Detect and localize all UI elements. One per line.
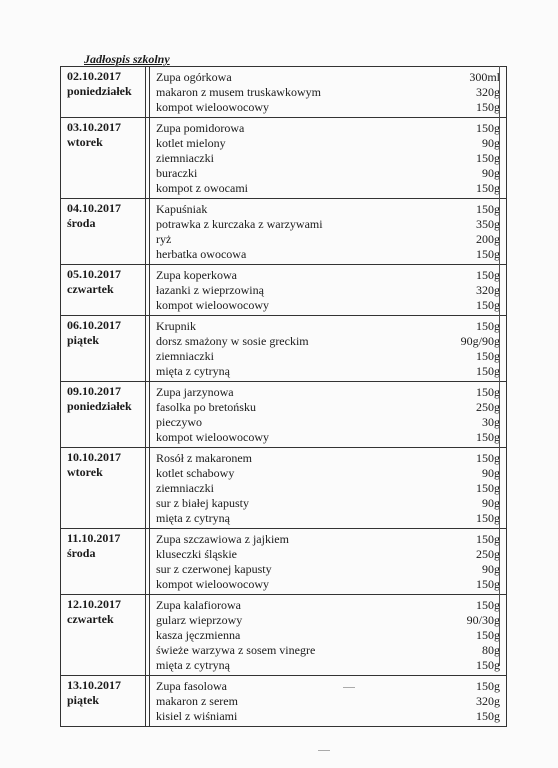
menu-day-row [60,316,507,382]
day-weekday: piątek [67,693,100,707]
dish-name: kasza jęczmienna [156,628,241,642]
dish-item [156,217,500,232]
day-date-cell [67,201,121,231]
dish-name: ziemniaczki [156,481,214,495]
menu-day-row [60,118,507,199]
dish-name: mięta z cytryną [156,511,230,525]
dish-name: świeże warzywa z sosem vinegre [156,643,316,657]
dish-amount: 90/30g [466,613,500,627]
dish-amount: 320g [476,694,500,708]
dish-name: Kapuśniak [156,202,208,216]
dish-item [156,298,500,313]
dish-name: Zupa jarzynowa [156,385,234,399]
dish-name: Zupa fasolowa [156,679,227,693]
day-date: 06.10.2017 [67,318,121,332]
dish-item [156,364,500,379]
day-date: 03.10.2017 [67,120,121,134]
dish-item [156,613,500,628]
day-date: 10.10.2017 [67,450,121,464]
day-weekday: czwartek [67,612,114,626]
dish-name: gularz wieprzowy [156,613,243,627]
day-weekday: wtorek [67,135,103,149]
menu-day-row [60,676,507,727]
day-date-cell [67,120,121,150]
dish-amount: 320g [476,283,500,297]
dish-name: buraczki [156,166,198,180]
dish-amount: 150g [476,319,500,333]
dish-name: pieczywo [156,415,202,429]
dish-name: kompot wieloowocowy [156,577,269,591]
dish-name: łazanki z wieprzowiną [156,283,264,297]
dish-amount: 30g [482,415,500,429]
dish-item [156,100,500,115]
dish-name: herbatka owocowa [156,247,247,261]
dish-amount: 150g [476,577,500,591]
dish-item [156,349,500,364]
dish-item [156,658,500,673]
dish-item [156,466,500,481]
dish-name: fasolka po bretońsku [156,400,256,414]
day-weekday: poniedziałek [67,399,132,413]
dish-item [156,85,500,100]
dish-amount: 90g [482,166,500,180]
dish-amount: 150g [476,202,500,216]
dish-name: ziemniaczki [156,151,214,165]
day-weekday: środa [67,216,96,230]
dish-name: kotlet mielony [156,136,226,150]
dish-amount: 150g [476,598,500,612]
dish-item [156,247,500,262]
dish-amount: 150g [476,121,500,135]
day-weekday: czwartek [67,282,114,296]
dish-name: Zupa koperkowa [156,268,237,282]
dish-item [156,136,500,151]
day-date: 13.10.2017 [67,678,121,692]
dish-amount: 150g [476,349,500,363]
dish-name: kompot wieloowocowy [156,430,269,444]
dish-amount: 300ml [469,70,500,84]
dish-name: Zupa ogórkowa [156,70,232,84]
menu-day-row [60,595,507,676]
dish-item [156,400,500,415]
dish-name: mięta z cytryną [156,658,230,672]
dish-name: kompot z owocami [156,181,248,195]
dish-amount: 150g [476,181,500,195]
day-weekday: poniedziałek [67,84,132,98]
dish-amount: 150g [476,385,500,399]
dish-item [156,496,500,511]
scan-mark [343,687,355,688]
dish-name: Zupa kalafiorowa [156,598,241,612]
dish-item [156,181,500,196]
menu-day-row [60,265,507,316]
dish-item [156,547,500,562]
dish-item [156,577,500,592]
dish-name: Rosół z makaronem [156,451,252,465]
dish-amount: 150g [476,151,500,165]
dish-name: ziemniaczki [156,349,214,363]
menu-day-row [60,448,507,529]
menu-day-row [60,382,507,448]
dish-name: kompot wieloowocowy [156,100,269,114]
dish-name: sur z czerwonej kapusty [156,562,272,576]
day-date-cell [67,318,121,348]
dish-item [156,451,500,466]
day-date: 05.10.2017 [67,267,121,281]
dish-amount: 150g [476,679,500,693]
day-date-cell [67,384,132,414]
dish-amount: 150g [476,709,500,723]
dish-name: ryż [156,232,172,246]
dish-item [156,202,500,217]
day-date: 11.10.2017 [67,531,121,545]
menu-day-row [60,67,507,118]
dish-item [156,232,500,247]
dish-amount: 150g [476,268,500,282]
dish-item [156,562,500,577]
table-right-edge [499,66,500,666]
dish-name: dorsz smażony w sosie greckim [156,334,309,348]
dish-amount: 320g [476,85,500,99]
day-date-cell [67,597,121,627]
day-weekday: piątek [67,333,100,347]
dish-item [156,166,500,181]
dish-amount: 150g [476,451,500,465]
dish-name: kluseczki śląskie [156,547,237,561]
dish-name: kotlet schabowy [156,466,235,480]
dish-name: mięta z cytryną [156,364,230,378]
scan-mark [318,750,330,751]
day-date: 04.10.2017 [67,201,121,215]
dish-amount: 150g [476,511,500,525]
day-weekday: wtorek [67,465,103,479]
dish-item [156,709,500,724]
dish-item [156,70,500,85]
day-date-cell [67,69,132,99]
dish-name: kompot wieloowocowy [156,298,269,312]
dish-name: Zupa pomidorowa [156,121,245,135]
dish-name: makaron z musem truskawkowym [156,85,321,99]
dish-item [156,151,500,166]
dish-item [156,319,500,334]
dish-item [156,679,500,694]
dish-item [156,121,500,136]
dish-item [156,628,500,643]
dish-amount: 150g [476,430,500,444]
dish-name: Krupnik [156,319,196,333]
dish-amount: 150g [476,298,500,312]
dish-amount: 150g [476,532,500,546]
dish-amount: 150g [476,364,500,378]
dish-amount: 150g [476,100,500,114]
dish-amount: 150g [476,658,500,672]
menu-table [60,66,507,727]
day-date-cell [67,450,121,480]
dish-amount: 90g [482,466,500,480]
dish-item [156,532,500,547]
dish-item [156,511,500,526]
dish-amount: 80g [482,643,500,657]
dish-name: Zupa szczawiowa z jajkiem [156,532,289,546]
dish-amount: 200g [476,232,500,246]
dish-amount: 150g [476,628,500,642]
dish-amount: 350g [476,217,500,231]
menu-title: Jadłospis szkolny [84,52,170,66]
dish-item [156,268,500,283]
dish-item [156,334,500,349]
dish-name: sur z białej kapusty [156,496,249,510]
dish-amount: 90g/90g [460,334,500,348]
dish-name: makaron z serem [156,694,238,708]
dish-item [156,598,500,613]
dish-amount: 250g [476,547,500,561]
menu-day-row [60,199,507,265]
dish-amount: 250g [476,400,500,414]
dish-amount: 90g [482,496,500,510]
menu-day-row [60,529,507,595]
dish-amount: 90g [482,136,500,150]
day-date-cell [67,531,120,561]
dish-item [156,481,500,496]
dish-item [156,415,500,430]
day-weekday: środa [67,546,96,560]
dish-item [156,283,500,298]
day-date: 12.10.2017 [67,597,121,611]
day-date: 02.10.2017 [67,69,121,83]
dish-name: kisiel z wiśniami [156,709,238,723]
dish-amount: 150g [476,247,500,261]
day-date: 09.10.2017 [67,384,121,398]
dish-amount: 150g [476,481,500,495]
dish-item [156,430,500,445]
dish-amount: 90g [482,562,500,576]
dish-item [156,385,500,400]
day-date-cell [67,678,121,708]
dish-item [156,643,500,658]
day-date-cell [67,267,121,297]
dish-item [156,694,500,709]
dish-name: potrawka z kurczaka z warzywami [156,217,323,231]
